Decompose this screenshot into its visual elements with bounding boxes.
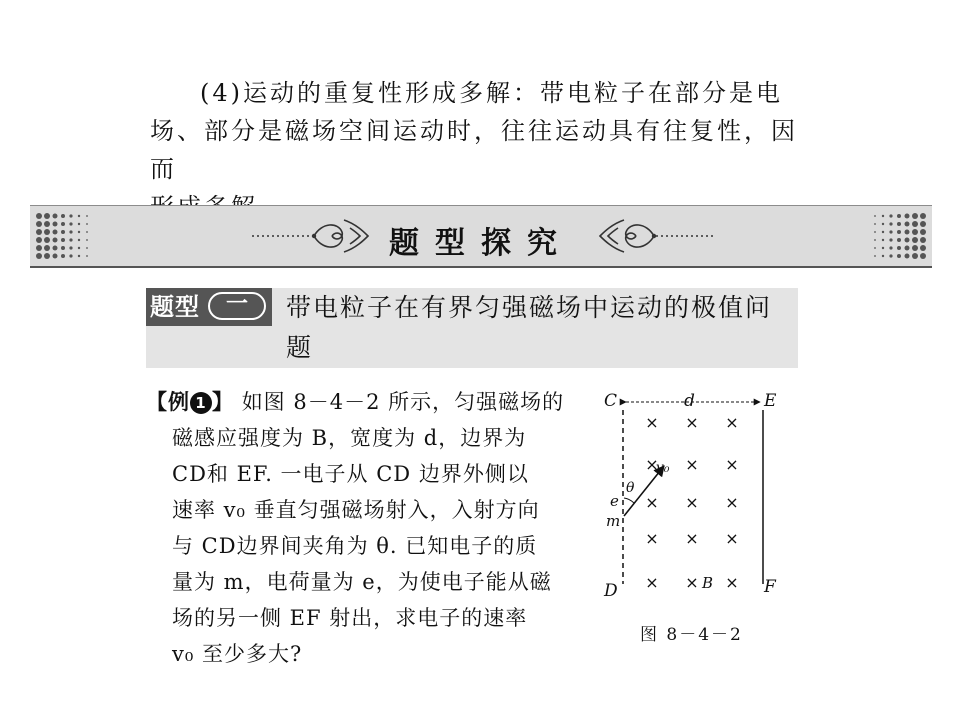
field-cross: × xyxy=(725,413,739,432)
field-cross: × xyxy=(645,413,659,432)
example-line-8: v₀ 至少多大? xyxy=(172,642,303,666)
field-cross: × xyxy=(685,493,699,512)
field-cross: × xyxy=(685,529,699,548)
field-cross: × xyxy=(645,573,659,592)
angle-arc xyxy=(624,498,634,503)
label-c: C xyxy=(604,391,618,411)
figure-caption: 图 8－4－2 xyxy=(640,625,743,645)
example-line-6: 量为 m，电荷量为 e，为使电子能从磁 xyxy=(172,570,552,594)
topic-title: 带电粒子在有界匀强磁场中运动的极值问题 xyxy=(286,293,773,362)
label-d-bottom: D xyxy=(604,581,618,601)
example-number-badge: 1 xyxy=(190,392,212,414)
label-b: B xyxy=(702,574,714,592)
label-v0: v₀ xyxy=(656,460,670,476)
field-cross: × xyxy=(685,455,699,474)
label-theta: θ xyxy=(626,480,635,496)
topic-badge-number: 一 xyxy=(208,292,266,320)
banner-title: 题型探究 xyxy=(389,226,573,261)
example-line-4: 速率 v₀ 垂直匀强磁场射入，入射方向 xyxy=(172,498,540,522)
label-e-top: E xyxy=(764,391,777,411)
section-banner xyxy=(30,205,932,268)
topic-heading xyxy=(146,288,798,368)
label-d-width: d xyxy=(684,391,695,411)
example-block xyxy=(146,384,586,672)
field-cross: × xyxy=(685,573,699,592)
example-tag xyxy=(146,384,234,420)
field-cross: × xyxy=(645,455,659,474)
intro-line-2: 场、部分是磁场空间运动时，往往运动具有往复性，因而 xyxy=(150,117,798,183)
label-f: F xyxy=(764,577,776,597)
magnetic-field-figure xyxy=(596,386,796,606)
example-line-7: 场的另一侧 EF 射出，求电子的速率 xyxy=(172,606,528,630)
field-cross: × xyxy=(645,529,659,548)
topic-badge-word: 题型 xyxy=(150,293,200,321)
field-cross: × xyxy=(725,573,739,592)
label-electron-e: e xyxy=(610,492,619,510)
example-line-3: CD和 EF. 一电子从 CD 边界外侧以 xyxy=(172,462,529,486)
example-line-1: 如图 8－4－2 所示，匀强磁场的 xyxy=(241,390,565,414)
field-cross: × xyxy=(725,529,739,548)
field-cross: × xyxy=(685,413,699,432)
example-line-5: 与 CD边界间夹角为 θ. 已知电子的质 xyxy=(172,534,538,558)
intro-paragraph xyxy=(150,74,800,226)
label-mass-m: m xyxy=(606,512,621,530)
example-tag-open: 【例 xyxy=(146,390,190,414)
topic-badge xyxy=(146,288,272,326)
field-cross: × xyxy=(725,493,739,512)
intro-line-1: (4)运动的重复性形成多解：带电粒子在部分是电 xyxy=(200,79,783,107)
example-line-2: 磁感应强度为 B，宽度为 d，边界为 xyxy=(172,426,527,450)
example-tag-close: 】 xyxy=(212,390,234,414)
field-cross: × xyxy=(725,455,739,474)
field-cross: × xyxy=(645,493,659,512)
